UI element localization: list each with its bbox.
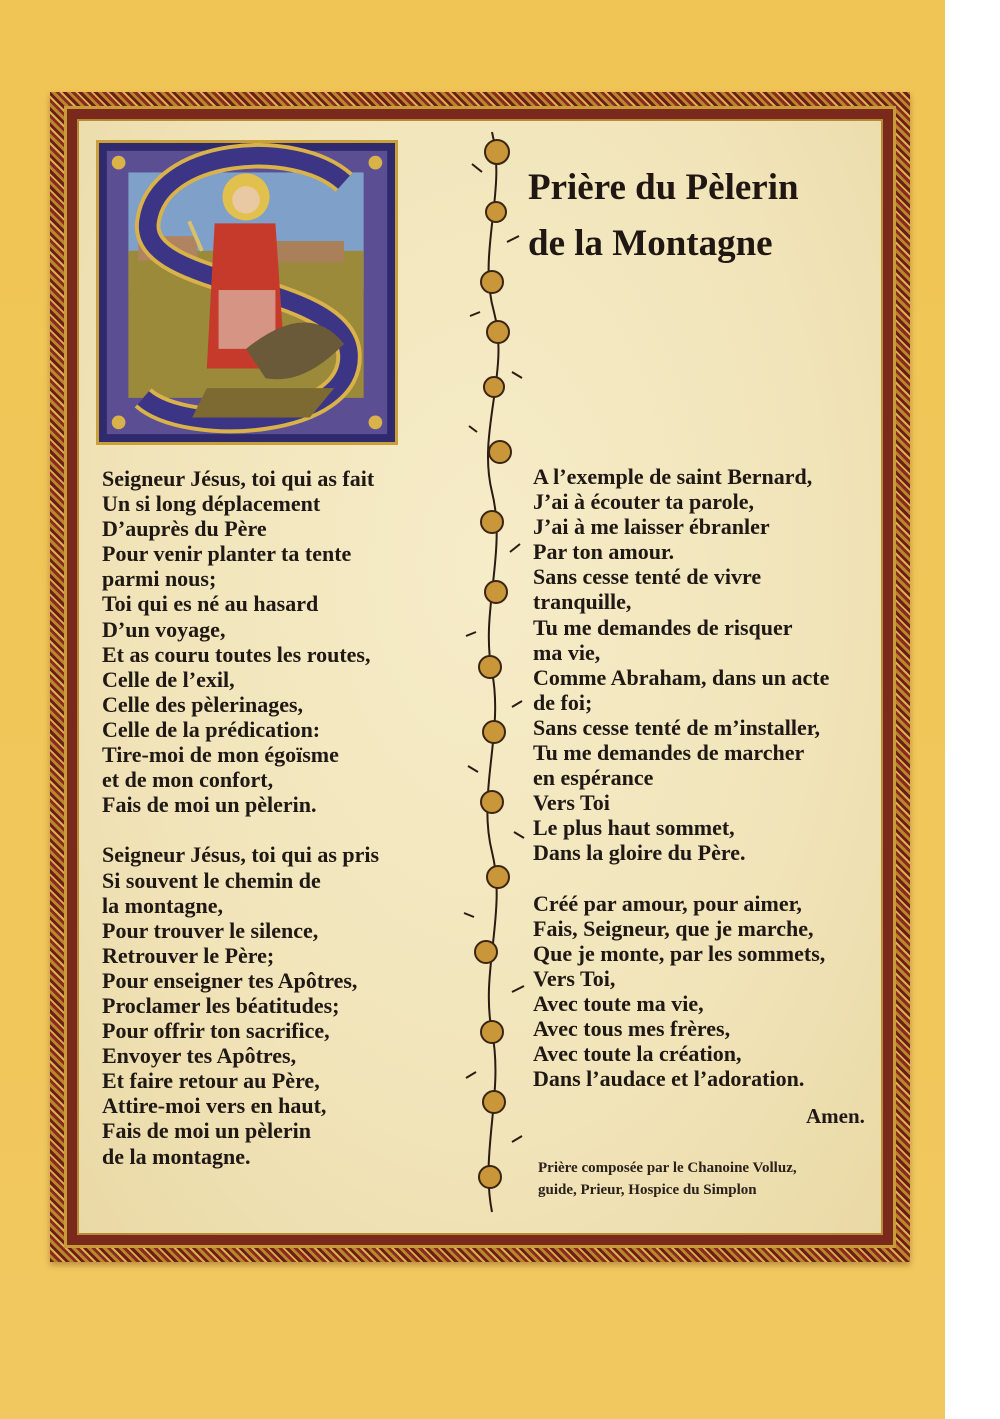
verse-line: Celle de la prédication: <box>102 716 321 742</box>
verse-line: et de mon confort, <box>102 767 274 793</box>
stanza-gap <box>533 866 829 891</box>
verse-line: Proclamer les béatitudes; <box>102 992 340 1018</box>
verse-line: de foi; <box>533 689 593 715</box>
verse-line: A l’exemple de saint Bernard, <box>533 464 813 489</box>
verse-line: Comme Abraham, dans un acte <box>533 664 830 690</box>
credit-line-1: Prière composée par le Chanoine Volluz, <box>538 1160 797 1176</box>
left-prayer-column <box>102 466 379 1169</box>
floral-vine-border <box>462 132 532 1222</box>
verse-line: Avec tous mes frères, <box>533 1016 731 1042</box>
verse-line: Et as couru toutes les routes, <box>102 641 371 667</box>
verse-line: Toi qui es né au hasard <box>102 591 319 617</box>
verse-line: Et faire retour au Père, <box>102 1068 320 1094</box>
verse-line: Tire-moi de mon égoïsme <box>102 742 339 768</box>
title-line-1: Prière du Pèlerin <box>528 167 799 208</box>
verse-line: Retrouver le Père; <box>102 942 275 968</box>
verse-line: Créé par amour, pour aimer, <box>533 890 802 916</box>
verse-line: J’ai à me laisser ébranler <box>533 514 770 540</box>
credit-line-2: guide, Prieur, Hospice du Simplon <box>538 1182 757 1198</box>
verse-line: Sans cesse tenté de m’installer, <box>533 714 820 740</box>
verse-line: parmi nous; <box>102 566 217 592</box>
verse-line: Fais de moi un pèlerin. <box>102 792 317 818</box>
verse-line: Attire-moi vers en haut, <box>102 1093 327 1119</box>
verse-line: Un si long déplacement <box>102 491 321 517</box>
verse-line: tranquille, <box>533 589 632 615</box>
stanza-gap <box>102 817 379 842</box>
verse-line: D’auprès du Père <box>102 516 267 542</box>
verse-line: Pour enseigner tes Apôtres, <box>102 967 358 993</box>
verse-line: Tu me demandes de marcher <box>533 740 805 766</box>
verse-line: J’ai à écouter ta parole, <box>533 489 754 515</box>
verse-line: Pour offrir ton sacrifice, <box>102 1018 330 1044</box>
verse-line: Celle des pèlerinages, <box>102 691 304 717</box>
verse-line: Tu me demandes de risquer <box>533 614 793 640</box>
verse-line: en espérance <box>533 765 654 791</box>
title-line-2: de la Montagne <box>528 223 773 264</box>
verse-line: de la montagne. <box>102 1143 251 1169</box>
illuminated-initial-s <box>96 140 398 445</box>
verse-line: Seigneur Jésus, toi qui as fait <box>102 466 375 491</box>
verse-line: ma vie, <box>533 639 601 665</box>
verse-line: Fais, Seigneur, que je marche, <box>533 915 814 941</box>
verse-line: Le plus haut sommet, <box>533 815 735 841</box>
verse-line: Pour trouver le silence, <box>102 917 319 943</box>
verse-line: Avec toute la création, <box>533 1041 742 1067</box>
verse-line: Que je monte, par les sommets, <box>533 940 826 966</box>
verse-line: Sans cesse tenté de vivre <box>533 564 762 590</box>
verse-line: Dans l’audace et l’adoration. <box>533 1066 805 1092</box>
verse-line: Fais de moi un pèlerin <box>102 1118 312 1144</box>
prayer-credit <box>538 1157 797 1201</box>
right-prayer-column <box>533 464 829 1091</box>
verse-line: D’un voyage, <box>102 616 226 642</box>
verse-line: Seigneur Jésus, toi qui as pris <box>102 842 380 868</box>
amen-closing: Amen. <box>806 1104 865 1128</box>
prayer-title <box>528 160 878 272</box>
verse-line: Envoyer tes Apôtres, <box>102 1043 297 1069</box>
verse-line: Pour venir planter ta tente <box>102 541 352 567</box>
verse-line: la montagne, <box>102 892 223 918</box>
verse-line: Vers Toi, <box>533 965 616 991</box>
verse-line: Par ton amour. <box>533 539 675 565</box>
verse-line: Celle de l’exil, <box>102 666 235 692</box>
verse-line: Si souvent le chemin de <box>102 867 321 893</box>
verse-line: Avec toute ma vie, <box>533 990 704 1016</box>
verse-line: Vers Toi <box>533 790 610 816</box>
verse-line: Dans la gloire du Père. <box>533 840 746 866</box>
